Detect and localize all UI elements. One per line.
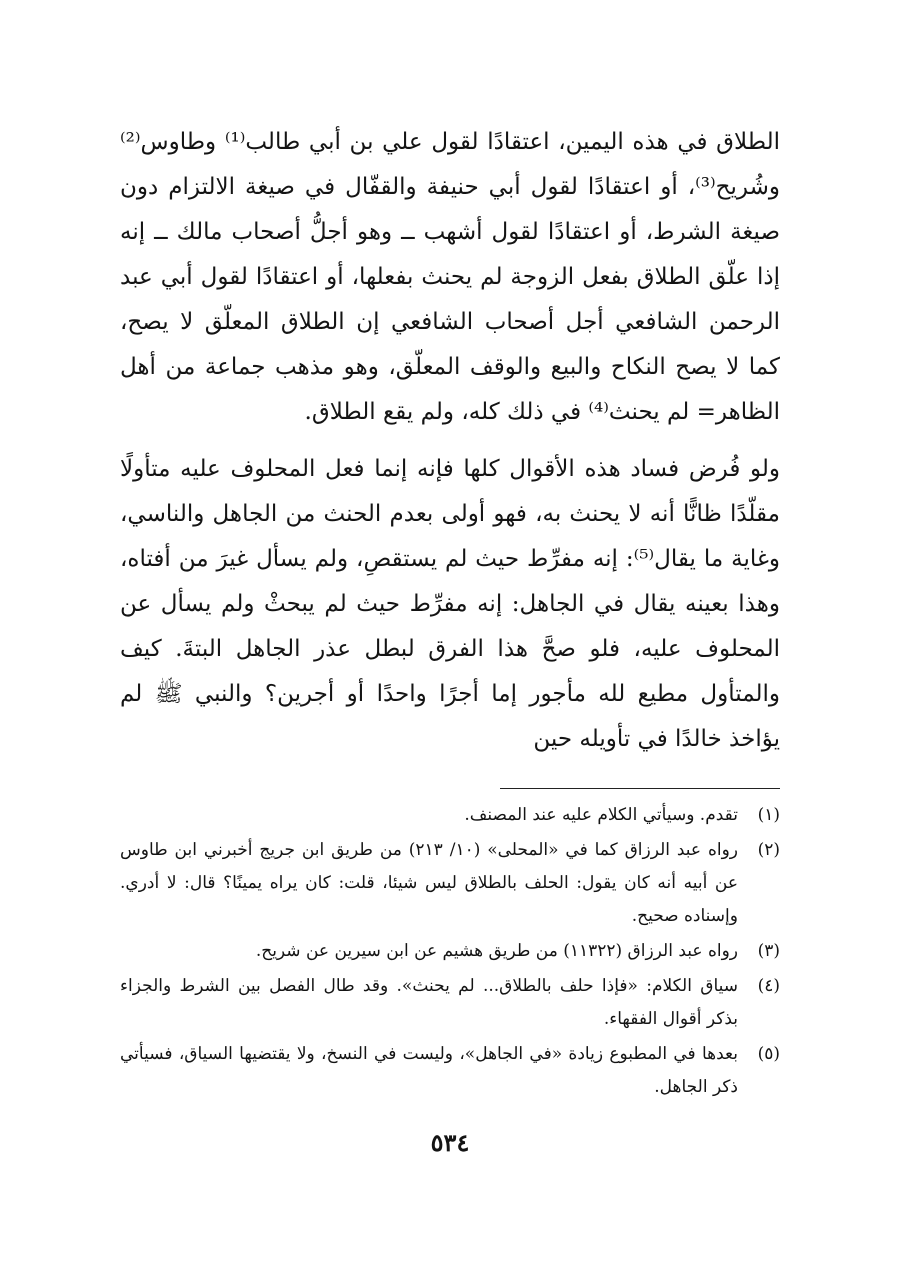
- footnote-text: بعدها في المطبوع زيادة «في الجاهل»، وليست في النسخ، ولا يقتضيها السياق، فسيأتي ذكر الجاهل.: [120, 1044, 738, 1097]
- footnote-number: (٥): [757, 1044, 780, 1064]
- footnotes: [120, 799, 780, 1104]
- page-number: ٥٣٤: [430, 1128, 470, 1157]
- page: [120, 120, 780, 1106]
- footnote-number: (٤): [757, 976, 780, 996]
- footnote-3: [120, 935, 780, 968]
- footnote-text: تقدم. وسيأتي الكلام عليه عند المصنف.: [464, 805, 738, 825]
- footnote-divider: [500, 788, 780, 789]
- footnote-5: [120, 1038, 780, 1104]
- footnote-number: (٢): [757, 840, 780, 860]
- footnote-4: [120, 970, 780, 1036]
- footnote-2: [120, 834, 780, 933]
- paragraph-1: الطلاق في هذه اليمين، اعتقادًا لقول علي بن أبي طالب⁽¹⁾ وطاوس⁽²⁾ وشُريح⁽³⁾، أو اعتقادًا لقول أبي حنيفة والقفّال في صيغة الالتزام دون صيغة الشرط، أو اعتقادًا لقول أشهب ــ وهو أجلُّ أصحاب مالك ــ إنه إذا علّق الطلاق بفعل الزوجة لم يحنث بفعلها، أو اعتقادًا لقول أبي عبد الرحمن الشافعي أجل أصحاب الشافعي إن الطلاق المعلّق لا يصح، كما لا يصح النكاح والبيع والوقف المعلّق، وهو مذهب جماعة من أهل الظاهر= لم يحنث⁽⁴⁾ في ذلك كله، ولم يقع الطلاق.: [120, 129, 780, 425]
- footnote-text: سياق الكلام: «فإذا حلف بالطلاق... لم يحنث». وقد طال الفصل بين الشرط والجزاء بذكر أقوال الفقهاء.: [120, 976, 738, 1029]
- footnote-text: رواه عبد الرزاق كما في «المحلى» (١٠/ ٢١٣) من طريق ابن جريج أخبرني ابن طاوس عن أبيه أنه كان يقول: الحلف بالطلاق ليس شيئا، قلت: كان يراه يمينًا؟ قال: لا أدري. وإسناده صحيح.: [120, 840, 738, 926]
- footnote-1: [120, 799, 780, 832]
- footnote-number: (١): [757, 805, 780, 825]
- footnote-number: (٣): [757, 941, 780, 961]
- paragraph-2: ولو فُرض فساد هذه الأقوال كلها فإنه إنما فعل المحلوف عليه متأولًا مقلّدًا ظانًّا أنه لا يحنث به، فهو أولى بعدم الحنث من الجاهل والناسي، وغاية ما يقال⁽⁵⁾: إنه مفرِّط حيث لم يستقصِ، ولم يسأل غيرَ من أفتاه، وهذا بعينه يقال في الجاهل: إنه مفرِّط حيث لم يبحثْ ولم يسأل عن المحلوف عليه، فلو صحَّ هذا الفرق لبطل عذر الجاهل البتةَ. كيف والمتأول مطيع لله مأجور إما أجرًا واحدًا أو أجرين؟ والنبي ﷺ لم يؤاخذ خالدًا في تأويله حين: [120, 456, 780, 752]
- footnote-text: رواه عبد الرزاق (١١٣٢٢) من طريق هشيم عن ابن سيرين عن شريح.: [255, 941, 738, 961]
- main-text: [120, 120, 780, 762]
